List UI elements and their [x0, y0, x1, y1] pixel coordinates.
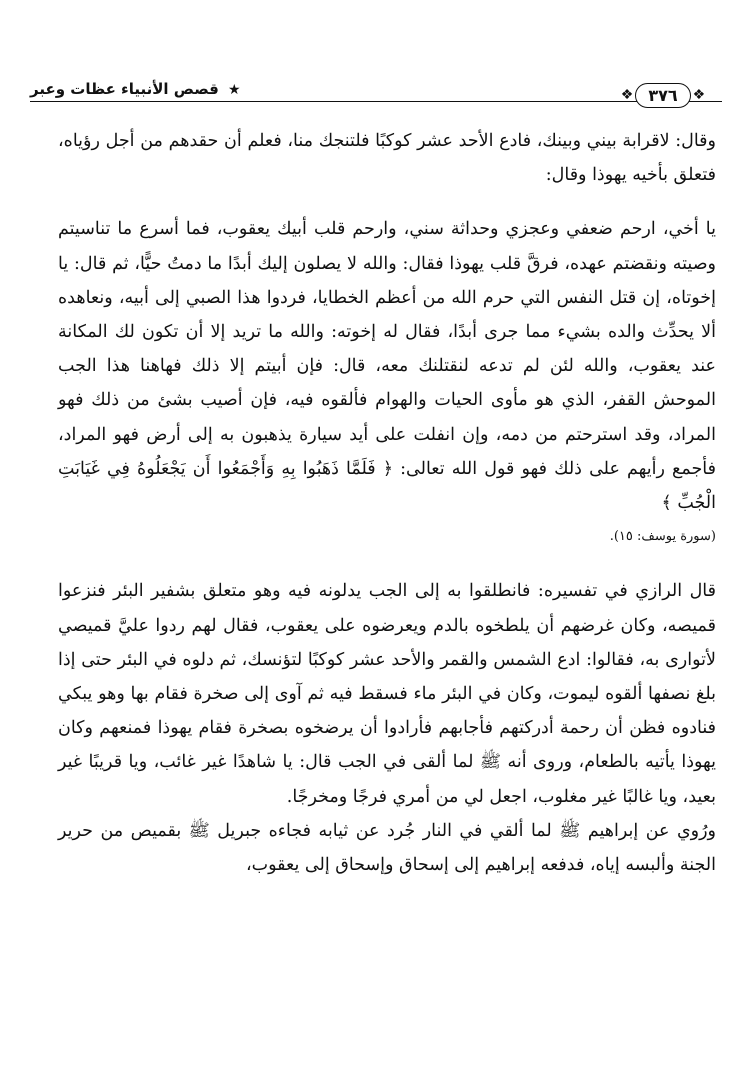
running-title-text: قصص الأنبياء عظات وعبر: [30, 80, 219, 98]
right-ornament-icon: ❖: [692, 87, 706, 103]
running-title: [30, 80, 270, 98]
paragraph-2: يا أخي، ارحم ضعفي وعجزي وحداثة سني، وارحم قلب أبيك يعقوب، فما أسرع ما تناسيتم وصيته ونقضتم عهده، فرقَّ قلب يهوذا فقال: والله لا يصلون إليك أبدًا ما دمتُ حيًّا، ثم قال: يا إخوتاه، إن قتل النفس التي حرم الله من أعظم الخطايا، فردوا هذا الصبي إلى أبيه، ونعاهده ألا يحدِّث والده بشيء مما جرى أبدًا، فقال له إخوته: والله ما تريد إلا أن تكون لك المكانة عند يعقوب، والله لئن لم تدعه لنقتلنك معه، قال: فإن أبيتم إلا ذلك فهاهنا هذا الجب الموحش القفر، الذي هو مأوى الحيات والهوام فألقوه فيه، فإن أصيب بشئ من ذلك فهو المراد، وقد استرحتم من دمه، وإن انفلت على أيد سيارة يذهبون به إلى أرض فهو المراد، فأجمع رأيهم على ذلك فهو قول الله تعالى: ﴿ فَلَمَّا ذَهَبُوا بِهِ وَأَجْمَعُوا أَن يَجْعَلُوهُ فِي غَيَابَتِ الْجُبِّ ﴾: [58, 219, 716, 514]
page-number: ٣٧٦: [635, 83, 690, 108]
paragraph-gap: [58, 192, 716, 212]
left-ornament-icon: ❖: [620, 87, 634, 103]
paragraph-3: قال الرازي في تفسيره: فانطلقوا به إلى الجب يدلونه فيه وهو متعلق بشفير البئر فنزعوا قميصه، وكان غرضهم أن يلطخوه بالدم ويعرضوه على يعقوب، فقال لهم ردوا عليَّ قميصي لأتوارى به، فقالوا: ادع الشمس والقمر والأحد عشر كوكبًا لتؤنسك، ثم دلوه في البئر حتى إذا بلغ نصفها ألقوه ليموت، وكان في البئر ماء فسقط فيه ثم آوى إلى صخرة فقام بها وهو يبكي فنادوه فظن أن رحمة أدركتهم فأجابهم فأرادوا أن يرضخوه بصخرة فقام يهوذا فمنعهم وكان يهوذا يأتيه بالطعام، وروى أنه ﷺ لما ألقى في الجب قال: يا شاهدًا غير غائب، ويا قريبًا غير بعيد، ويا غالبًا غير مغلوب، اجعل لي من أمري فرجًا ومخرجًا.: [58, 581, 716, 807]
paragraph-1: وقال: لاقرابة بيني وبينك، فادع الأحد عشر كوكبًا فلتنجك منا، فعلم أن حقدهم من أجل رؤياه، فتعلق بأخيه يهوذا وقال:: [58, 131, 716, 186]
paragraph-gap: [58, 554, 716, 574]
page-number-ornament: [616, 78, 710, 112]
page-header: [30, 74, 722, 114]
paragraph-4: ورُوي عن إبراهيم ﷺ لما ألقي في النار جُرد عن ثيابه فجاءه جبريل ﷺ بقميص من حرير الجنة وألبسه إياه، فدفعه إبراهيم إلى إسحاق وإسحاق إلى يعقوب،: [58, 820, 716, 876]
body-text: [58, 124, 716, 882]
star-icon: ★: [228, 82, 241, 98]
quran-reference: (سورة يوسف: ١٥).: [609, 529, 716, 545]
